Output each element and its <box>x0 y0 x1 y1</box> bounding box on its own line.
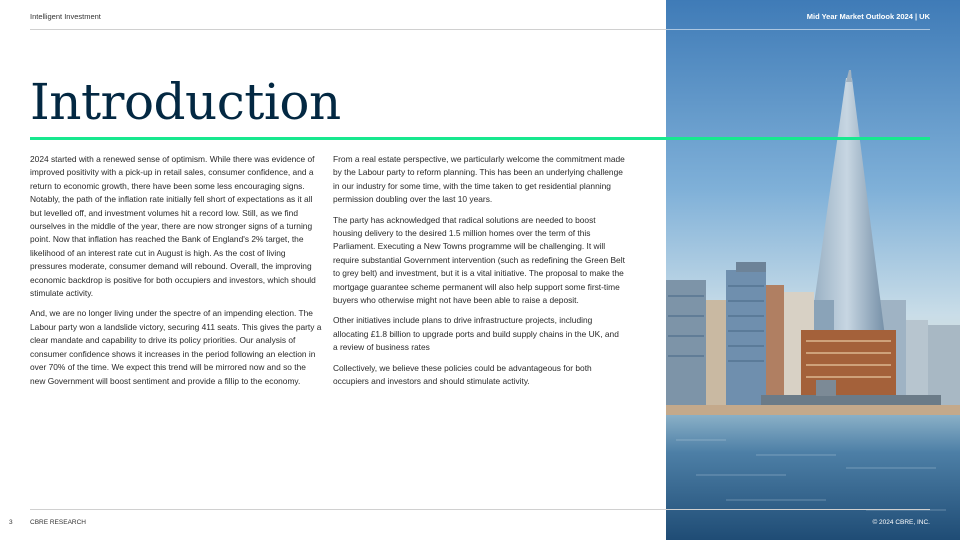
header-section-label: Intelligent Investment <box>30 12 101 21</box>
paragraph: And, we are no longer living under the spectre of an impending election. The Labour party won a landslide victory, securing 411 seats. This gives the party a clear mandate and capability to drive its policy priorities. Our analysis of consumer confidence shows it increases in the period following an election in over 70% of the time. We expect this trend will be mirrored now and so the new Government will boost sentiment and provide a fillip to the economy. <box>30 308 322 386</box>
paragraph: Collectively, we believe these policies could be advantageous for both occupiers and investors and should stimulate activity. <box>333 362 592 387</box>
page-number: 3 <box>9 519 13 526</box>
body-column-right <box>333 153 625 396</box>
page-title: Introduction <box>30 73 341 131</box>
header-divider <box>30 29 666 30</box>
paragraph: The party has acknowledged that radical solutions are needed to boost housing delivery to the desired 1.5 million homes over the term of this Parliament. Executing a New Towns programme will be challenging. It will require substantial Government intervention (such as redefining the Green Belt to grey belt) and investment, but it is a vital initiative. The proposal to make the mortgage guarantee scheme permanent will also help support some first-time buyers who otherwise might not have been able to raise a deposit. <box>333 214 625 306</box>
body-column-left <box>30 153 322 395</box>
london-skyline-photo <box>666 0 960 540</box>
paragraph: 2024 started with a renewed sense of optimism. While there was evidence of improved positivity with a pick-up in retail sales, consumer confidence, and a return to economic growth, there have been some less encouraging signs. Notably, the path of the inflation rate initially fell short of expectations as it all but levelled off, and investment volumes hit a record low. Still, as we find ourselves in the middle of the year, there are now stronger signs of a turning point. Now that inflation has reached the Bank of England's 2% target, the likelihood of an interest rate cut in August is high. As the cost of living pressures moderate, consumer demand will rebound. Overall, the improving economic backdrop is positive for both occupiers and investors, which should stimulate activity. <box>30 154 316 299</box>
title-accent-rule <box>30 137 930 140</box>
header-divider-photo <box>666 29 930 30</box>
footer-copyright: © 2024 CBRE, INC. <box>872 519 930 526</box>
footer-divider <box>30 509 930 510</box>
header-report-title: Mid Year Market Outlook 2024 | UK <box>806 12 930 21</box>
paragraph: From a real estate perspective, we particularly welcome the commitment made by the Labour party to reform planning. This has been an underlying challenge in our industry for some time, with the time taken to get residential planning permission doubling over the last 10 years. <box>333 154 625 205</box>
footer-publisher: CBRE RESEARCH <box>30 519 86 526</box>
paragraph: Other initiatives include plans to drive infrastructure projects, including allocating £1.8 billion to upgrade ports and build supply chains in the UK, and a review of business rates <box>333 315 619 353</box>
